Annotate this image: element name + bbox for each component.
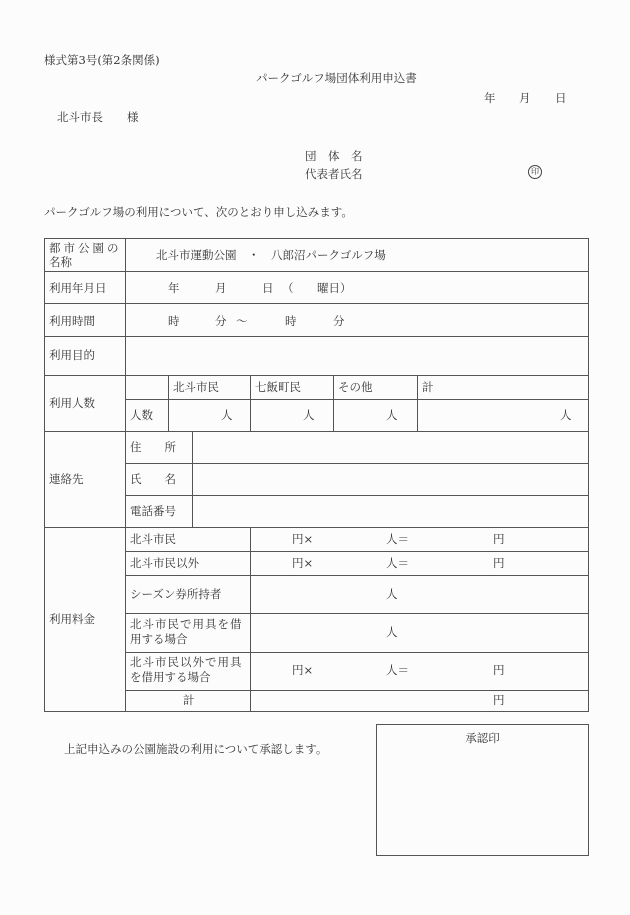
usage-date-weekday: 曜日）: [317, 281, 352, 295]
table-vertical-rule: [250, 375, 251, 431]
usage-time-tilde: ～: [236, 314, 248, 328]
usage-date-month: 月: [215, 281, 227, 295]
contact-address-field[interactable]: [193, 432, 588, 463]
usage-time-minute-end: 分: [333, 314, 345, 328]
fee-row-label-line1: 北斗市民で用具を借: [130, 617, 243, 631]
approval-text: 上記申込みの公園施設の利用について承認します。: [64, 742, 328, 756]
fee-row-label-line2: 用する場合: [130, 632, 188, 646]
people-header-other: その他: [338, 380, 373, 394]
people-unit-total[interactable]: 人: [560, 408, 572, 422]
fee-yen[interactable]: 円: [493, 663, 505, 677]
fee-yen-times[interactable]: 円×: [292, 556, 314, 570]
date-year-label: 年: [484, 91, 496, 105]
approval-seal-box: [376, 724, 589, 856]
date-day-label: 日: [555, 91, 567, 105]
usage-purpose-field[interactable]: [126, 337, 588, 375]
form-number: 様式第3号(第2条関係): [44, 53, 160, 67]
people-unit-other[interactable]: 人: [386, 408, 398, 422]
page-title: パークゴルフ場団体利用申込書: [256, 71, 417, 85]
usage-date-paren: （: [282, 281, 294, 295]
table-horizontal-rule: [125, 652, 589, 653]
contact-phone-field[interactable]: [193, 496, 588, 527]
people-unit-nanae[interactable]: 人: [303, 408, 315, 422]
contact-phone-label: 電話番号: [130, 504, 176, 518]
date-month-label: 月: [519, 91, 531, 105]
usage-purpose-label: 利用目的: [49, 348, 95, 362]
fee-person-equals[interactable]: 人＝: [386, 556, 409, 570]
table-vertical-rule: [125, 238, 126, 712]
fee-row-label: 北斗市民: [130, 532, 176, 546]
table-horizontal-rule: [125, 551, 589, 552]
usage-date-label: 利用年月日: [49, 281, 107, 295]
park-name-value: 北斗市運動公園 ・ 八郎沼パークゴルフ場: [156, 248, 386, 262]
table-vertical-rule: [417, 375, 418, 431]
fee-yen-times[interactable]: 円×: [292, 663, 314, 677]
fee-row-label: 北斗市民以外: [130, 556, 199, 570]
fee-person-equals[interactable]: 人＝: [386, 663, 409, 677]
fee-total-label: 計: [183, 693, 195, 707]
usage-time-minute-start: 分: [215, 314, 227, 328]
park-name-label-line2: 名称: [49, 255, 72, 269]
fee-label: 利用料金: [49, 612, 95, 626]
table-vertical-rule: [250, 527, 251, 712]
table-vertical-rule: [168, 375, 169, 431]
intro-text: パークゴルフ場の利用について、次のとおり申し込みます。: [44, 205, 353, 219]
usage-date-day: 日: [262, 281, 274, 295]
fee-yen[interactable]: 円: [493, 532, 505, 546]
table-vertical-rule: [333, 375, 334, 431]
contact-address-label: 住 所: [130, 440, 176, 454]
people-header-hokuto: 北斗市民: [173, 380, 219, 394]
park-name-label-line1: 都市公園の: [49, 241, 122, 255]
people-row-label: 人数: [130, 408, 153, 422]
people-count-label: 利用人数: [49, 396, 95, 410]
usage-time-hour-end: 時: [285, 314, 297, 328]
fee-yen-times[interactable]: 円×: [292, 532, 314, 546]
usage-date-year: 年: [168, 281, 180, 295]
table-horizontal-rule: [125, 690, 589, 691]
fee-total-yen[interactable]: 円: [493, 693, 505, 707]
contact-name-label: 氏 名: [130, 472, 176, 486]
fee-row-label-line1: 北斗市民以外で用具: [130, 655, 243, 669]
fee-person[interactable]: 人: [386, 625, 398, 639]
table-horizontal-rule: [125, 613, 589, 614]
fee-row-label-line2: を借用する場合: [130, 670, 211, 684]
table-vertical-rule: [44, 238, 45, 712]
table-horizontal-rule: [125, 575, 589, 576]
fee-person-equals[interactable]: 人＝: [386, 532, 409, 546]
contact-name-field[interactable]: [193, 464, 588, 495]
usage-time-hour-start: 時: [168, 314, 180, 328]
people-header-total: 計: [422, 380, 434, 394]
seal-icon: 印: [528, 165, 542, 179]
addressee: 北斗市長: [57, 110, 103, 124]
honorific: 様: [127, 110, 139, 124]
group-name-label: 団 体 名: [305, 149, 363, 163]
table-vertical-rule: [588, 238, 589, 712]
people-unit-hokuto[interactable]: 人: [221, 408, 233, 422]
fee-row-label: シーズン券所持者: [130, 587, 222, 601]
people-header-nanae: 七飯町民: [255, 380, 301, 394]
approval-seal-label: 承認印: [465, 731, 500, 745]
fee-yen[interactable]: 円: [493, 556, 505, 570]
usage-time-label: 利用時間: [49, 314, 95, 328]
contact-label: 連絡先: [49, 472, 84, 486]
representative-label: 代表者氏名: [305, 167, 363, 181]
table-horizontal-rule: [125, 399, 589, 400]
fee-person[interactable]: 人: [386, 587, 398, 601]
